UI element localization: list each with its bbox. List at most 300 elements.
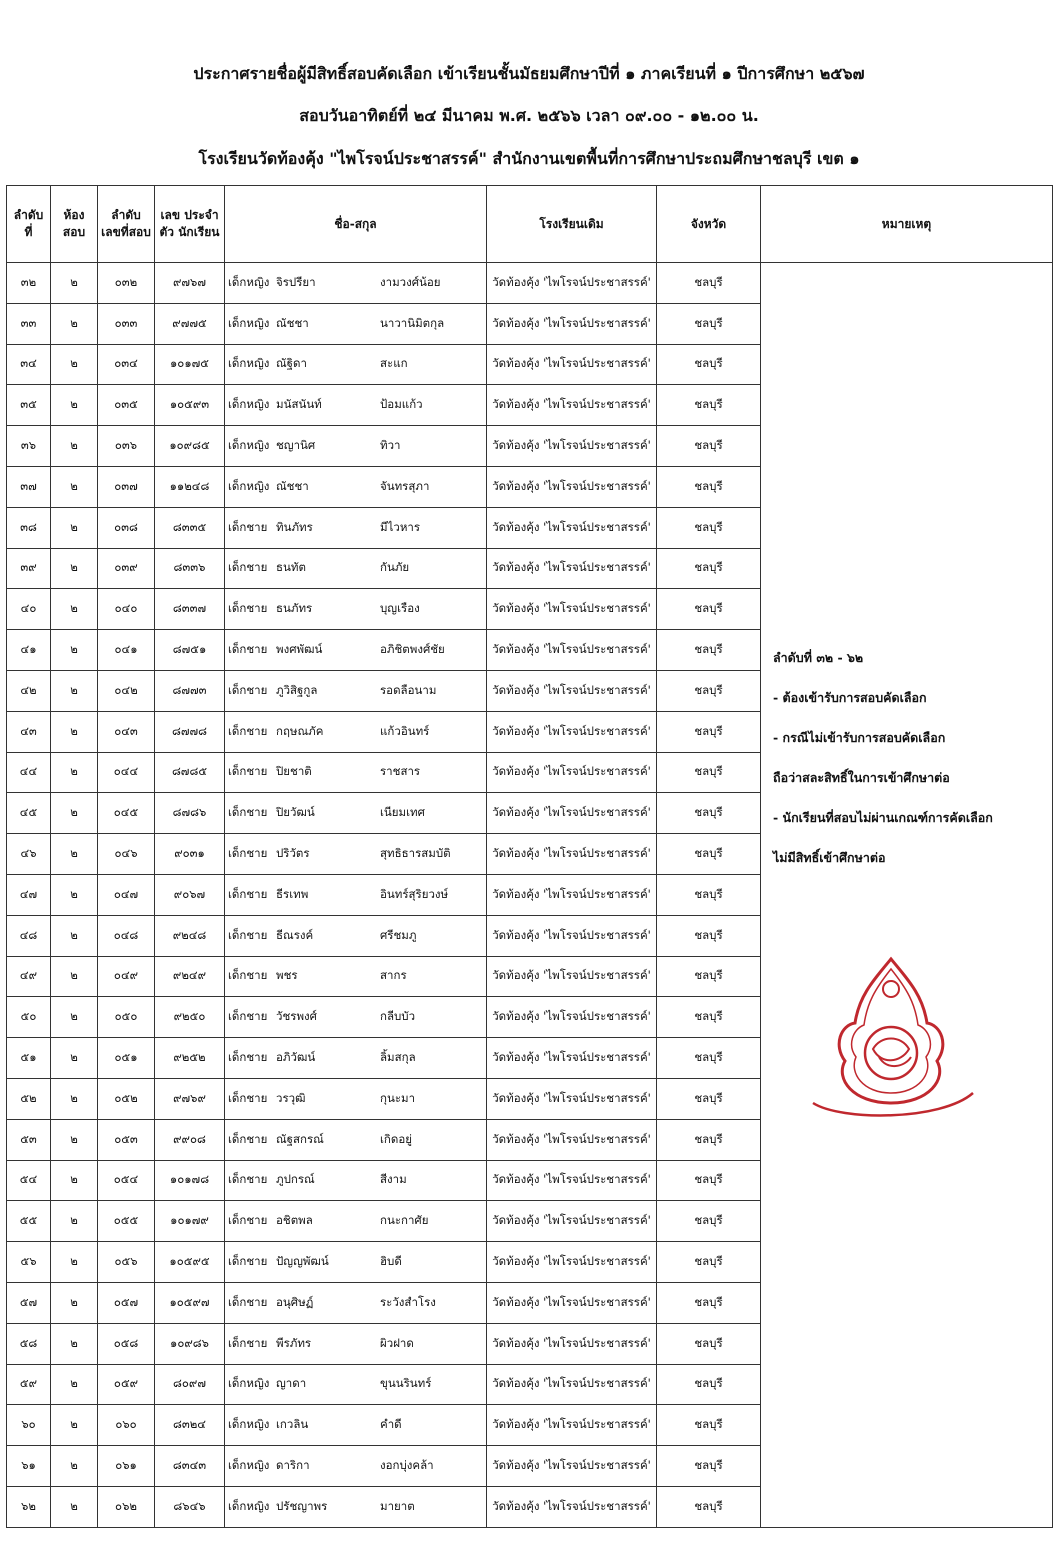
- name-last: งอกบุ่งคล้า: [380, 1458, 434, 1472]
- cell-room: ๒: [51, 1242, 98, 1283]
- name-last: สากร: [380, 968, 407, 983]
- cell-room: ๒: [51, 466, 98, 507]
- cell-no: ๕๐: [7, 997, 51, 1038]
- cell-no: ๖๐: [7, 1405, 51, 1446]
- cell-student-id: ๑๐๕๙๓: [155, 385, 225, 426]
- name-first: ภูปกรณ์: [276, 1172, 315, 1187]
- cell-province: ชลบุรี: [657, 1242, 761, 1283]
- cell-province: ชลบุรี: [657, 1201, 761, 1242]
- cell-student-id: ๘๓๓๖: [155, 548, 225, 589]
- cell-province: ชลบุรี: [657, 956, 761, 997]
- cell-school: วัดท้องคุ้ง 'ไพโรจน์ประชาสรรค์': [487, 915, 657, 956]
- cell-no: ๓๙: [7, 548, 51, 589]
- col-header-province: จังหวัด: [657, 186, 761, 263]
- name-first: อชิตพล: [276, 1213, 313, 1228]
- cell-province: ชลบุรี: [657, 1364, 761, 1405]
- name-last: ขุนนรินทร์: [380, 1376, 432, 1391]
- cell-student-id: ๑๐๑๗๕: [155, 344, 225, 385]
- name-first: ปริวัตร: [276, 846, 310, 861]
- cell-province: ชลบุรี: [657, 1078, 761, 1119]
- name-last: กลีบบัว: [380, 1009, 416, 1024]
- cell-room: ๒: [51, 507, 98, 548]
- cell-school: วัดท้องคุ้ง 'ไพโรจน์ประชาสรรค์': [487, 670, 657, 711]
- name-last: บุญเรือง: [380, 601, 420, 616]
- cell-student-id: ๙๗๖๗: [155, 263, 225, 304]
- cell-exam-no: ๐๓๔: [98, 344, 155, 385]
- name-first: ธีรเทพ: [276, 886, 309, 901]
- cell-name: [225, 956, 487, 997]
- roster-table: [6, 185, 1053, 1528]
- name-last: ป้อมแก้ว: [380, 397, 423, 412]
- cell-student-id: ๘๗๕๑: [155, 630, 225, 671]
- roster-body: [7, 263, 1053, 1528]
- remark-line: ไม่มีสิทธิ์เข้าศึกษาต่อ: [773, 850, 886, 865]
- cell-school: วัดท้องคุ้ง 'ไพโรจน์ประชาสรรค์': [487, 711, 657, 752]
- cell-room: ๒: [51, 1323, 98, 1364]
- col-header-no: ลำดับที่: [7, 186, 51, 263]
- cell-province: ชลบุรี: [657, 548, 761, 589]
- cell-province: ชลบุรี: [657, 834, 761, 875]
- name-first: ปรัชญาพร: [276, 1498, 328, 1513]
- cell-province: ชลบุรี: [657, 263, 761, 304]
- cell-province: ชลบุรี: [657, 1323, 761, 1364]
- cell-province: ชลบุรี: [657, 426, 761, 467]
- cell-room: ๒: [51, 1446, 98, 1487]
- cell-province: ชลบุรี: [657, 1160, 761, 1201]
- cell-no: ๓๗: [7, 466, 51, 507]
- cell-name: [225, 915, 487, 956]
- name-prefix: เด็กชาย: [228, 1090, 268, 1105]
- cell-exam-no: ๐๕๙: [98, 1364, 155, 1405]
- cell-no: ๔๑: [7, 630, 51, 671]
- remark-line: ถือว่าสละสิทธิ์ในการเข้าศึกษาต่อ: [773, 770, 950, 785]
- name-first: ณัชชา: [276, 315, 309, 330]
- cell-name: [225, 997, 487, 1038]
- cell-province: ชลบุรี: [657, 874, 761, 915]
- cell-exam-no: ๐๕๕: [98, 1201, 155, 1242]
- cell-exam-no: ๐๔๘: [98, 915, 155, 956]
- cell-room: ๒: [51, 1038, 98, 1079]
- name-prefix: เด็กชาย: [228, 682, 268, 697]
- cell-name: [225, 752, 487, 793]
- cell-exam-no: ๐๓๖: [98, 426, 155, 467]
- cell-name: [225, 1446, 487, 1487]
- name-last: ศรีชมภู: [380, 927, 417, 942]
- cell-school: วัดท้องคุ้ง 'ไพโรจน์ประชาสรรค์': [487, 834, 657, 875]
- remark-range: ลำดับที่ ๓๒ - ๖๒: [773, 650, 864, 665]
- cell-name: [225, 1364, 487, 1405]
- name-first: ธนทัต: [276, 560, 306, 575]
- cell-school: วัดท้องคุ้ง 'ไพโรจน์ประชาสรรค์': [487, 344, 657, 385]
- cell-exam-no: ๐๔๒: [98, 670, 155, 711]
- name-prefix: เด็กหญิง: [228, 274, 270, 289]
- cell-room: ๒: [51, 670, 98, 711]
- cell-room: ๒: [51, 1486, 98, 1527]
- cell-province: ชลบุรี: [657, 344, 761, 385]
- cell-room: ๒: [51, 548, 98, 589]
- school-line: โรงเรียนวัดท้องคุ้ง "ไพโรจน์ประชาสรรค์" สำนักงานเขตพื้นที่การศึกษาประถมศึกษาชลบุรี เขต ๑: [198, 149, 860, 168]
- cell-school: วัดท้องคุ้ง 'ไพโรจน์ประชาสรรค์': [487, 1160, 657, 1201]
- name-last: สุทธิธารสมบัติ: [380, 846, 451, 861]
- cell-exam-no: ๐๔๔: [98, 752, 155, 793]
- cell-province: ชลบุรี: [657, 793, 761, 834]
- cell-exam-no: ๐๔๗: [98, 874, 155, 915]
- col-header-school: โรงเรียนเดิม: [487, 186, 657, 263]
- cell-name: [225, 834, 487, 875]
- cell-exam-no: ๐๓๕: [98, 385, 155, 426]
- name-last: เกิดอยู่: [380, 1131, 413, 1146]
- cell-school: วัดท้องคุ้ง 'ไพโรจน์ประชาสรรค์': [487, 507, 657, 548]
- cell-school: วัดท้องคุ้ง 'ไพโรจน์ประชาสรรค์': [487, 630, 657, 671]
- cell-province: ชลบุรี: [657, 1486, 761, 1527]
- cell-name: [225, 1201, 487, 1242]
- cell-school: วัดท้องคุ้ง 'ไพโรจน์ประชาสรรค์': [487, 466, 657, 507]
- cell-student-id: ๘๓๓๕: [155, 507, 225, 548]
- cell-name: [225, 548, 487, 589]
- name-last: ทิวา: [380, 438, 401, 453]
- announcement-title: ประกาศรายชื่อผู้มีสิทธิ์สอบคัดเลือก เข้าเรียนชั้นมัธยมศึกษาปีที่ ๑ ภาคเรียนที่ ๑ ปีการศึกษา ๒๕๖๗: [193, 64, 865, 83]
- cell-room: ๒: [51, 1282, 98, 1323]
- cell-name: [225, 1282, 487, 1323]
- name-last: อินทร์สุริยวงษ์: [380, 886, 449, 901]
- cell-room: ๒: [51, 385, 98, 426]
- name-last: เนียมเทศ: [380, 805, 425, 820]
- cell-name: [225, 589, 487, 630]
- cell-student-id: ๘๐๙๗: [155, 1364, 225, 1405]
- cell-name: [225, 385, 487, 426]
- name-prefix: เด็กหญิง: [228, 1376, 270, 1391]
- remark-notes: [773, 638, 993, 878]
- cell-no: ๕๑: [7, 1038, 51, 1079]
- name-last: รอดลือนาม: [380, 682, 437, 697]
- name-prefix: เด็กชาย: [228, 764, 268, 779]
- name-prefix: เด็กชาย: [228, 1254, 268, 1269]
- name-first: วรวุฒิ: [276, 1090, 306, 1105]
- cell-no: ๔๕: [7, 793, 51, 834]
- cell-room: ๒: [51, 1078, 98, 1119]
- name-first: ณัฐิดา: [276, 356, 307, 371]
- cell-no: ๓๓: [7, 303, 51, 344]
- cell-exam-no: ๐๖๒: [98, 1486, 155, 1527]
- cell-school: วัดท้องคุ้ง 'ไพโรจน์ประชาสรรค์': [487, 1242, 657, 1283]
- name-first: ปิยชาติ: [276, 764, 312, 779]
- name-prefix: เด็กหญิง: [228, 438, 270, 453]
- remark-line: - นักเรียนที่สอบไม่ผ่านเกณฑ์การคัดเลือก: [773, 810, 993, 825]
- cell-name: [225, 711, 487, 752]
- name-last: ระวังสำโรง: [380, 1294, 436, 1309]
- name-prefix: เด็กชาย: [228, 1213, 268, 1228]
- col-header-room: ห้องสอบ: [51, 186, 98, 263]
- remark-line: - กรณีไม่เข้ารับการสอบคัดเลือก: [773, 730, 946, 745]
- cell-school: วัดท้องคุ้ง 'ไพโรจน์ประชาสรรค์': [487, 997, 657, 1038]
- cell-name: [225, 793, 487, 834]
- cell-remark: [761, 263, 1053, 1528]
- name-prefix: เด็กชาย: [228, 1335, 268, 1350]
- cell-student-id: ๑๐๑๗๘: [155, 1160, 225, 1201]
- cell-no: ๕๙: [7, 1364, 51, 1405]
- cell-exam-no: ๐๓๓: [98, 303, 155, 344]
- name-first: ปิยวัฒน์: [276, 805, 315, 820]
- name-prefix: เด็กหญิง: [228, 1458, 270, 1472]
- cell-no: ๔๖: [7, 834, 51, 875]
- name-prefix: เด็กหญิง: [228, 478, 270, 493]
- name-prefix: เด็กชาย: [228, 805, 268, 820]
- name-last: ลิ้มสกุล: [380, 1050, 416, 1065]
- cell-student-id: ๙๐๖๗: [155, 874, 225, 915]
- name-prefix: เด็กหญิง: [228, 1417, 270, 1432]
- cell-name: [225, 874, 487, 915]
- cell-exam-no: ๐๕๐: [98, 997, 155, 1038]
- cell-school: วัดท้องคุ้ง 'ไพโรจน์ประชาสรรค์': [487, 1282, 657, 1323]
- cell-student-id: ๑๑๒๔๘: [155, 466, 225, 507]
- cell-exam-no: ๐๔๐: [98, 589, 155, 630]
- name-first: ธีณรงค์: [276, 927, 314, 942]
- name-prefix: เด็กชาย: [228, 968, 268, 983]
- cell-province: ชลบุรี: [657, 507, 761, 548]
- name-first: อภิวัฒน์: [276, 1050, 316, 1065]
- cell-no: ๖๑: [7, 1446, 51, 1487]
- name-first: พงศพัฒน์: [276, 642, 323, 657]
- cell-school: วัดท้องคุ้ง 'ไพโรจน์ประชาสรรค์': [487, 1078, 657, 1119]
- cell-exam-no: ๐๕๒: [98, 1078, 155, 1119]
- cell-student-id: ๑๐๕๙๕: [155, 1242, 225, 1283]
- cell-name: [225, 1323, 487, 1364]
- cell-school: วัดท้องคุ้ง 'ไพโรจน์ประชาสรรค์': [487, 589, 657, 630]
- cell-exam-no: ๐๔๓: [98, 711, 155, 752]
- cell-exam-no: ๐๓๘: [98, 507, 155, 548]
- name-first: อนุศิษฏ์: [276, 1294, 314, 1309]
- name-last: จันทรสุภา: [380, 478, 430, 493]
- cell-school: วัดท้องคุ้ง 'ไพโรจน์ประชาสรรค์': [487, 1486, 657, 1527]
- name-last: มีไวหาร: [380, 519, 421, 534]
- cell-student-id: ๑๐๑๗๙: [155, 1201, 225, 1242]
- cell-school: วัดท้องคุ้ง 'ไพโรจน์ประชาสรรค์': [487, 263, 657, 304]
- cell-no: ๓๘: [7, 507, 51, 548]
- cell-room: ๒: [51, 344, 98, 385]
- cell-name: [225, 1405, 487, 1446]
- cell-school: วัดท้องคุ้ง 'ไพโรจน์ประชาสรรค์': [487, 426, 657, 467]
- cell-school: วัดท้องคุ้ง 'ไพโรจน์ประชาสรรค์': [487, 1119, 657, 1160]
- name-prefix: เด็กชาย: [228, 642, 268, 657]
- cell-no: ๔๔: [7, 752, 51, 793]
- cell-no: ๕๒: [7, 1078, 51, 1119]
- cell-no: ๔๙: [7, 956, 51, 997]
- cell-room: ๒: [51, 834, 98, 875]
- name-last: ฮิบดี: [380, 1254, 402, 1269]
- cell-exam-no: ๐๕๓: [98, 1119, 155, 1160]
- cell-no: ๕๔: [7, 1160, 51, 1201]
- name-prefix: เด็กชาย: [228, 886, 268, 901]
- name-prefix: เด็กชาย: [228, 519, 268, 534]
- cell-province: ชลบุรี: [657, 997, 761, 1038]
- cell-room: ๒: [51, 630, 98, 671]
- cell-name: [225, 426, 487, 467]
- cell-student-id: ๙๐๓๑: [155, 834, 225, 875]
- name-prefix: เด็กชาย: [228, 1009, 268, 1024]
- name-first: พชร: [276, 968, 298, 983]
- name-prefix: เด็กหญิง: [228, 315, 270, 330]
- col-header-name: ชื่อ-สกุล: [225, 186, 487, 263]
- name-prefix: เด็กชาย: [228, 601, 268, 616]
- cell-room: ๒: [51, 1405, 98, 1446]
- name-last: อภิชิตพงศ์ชัย: [380, 642, 445, 657]
- cell-province: ชลบุรี: [657, 630, 761, 671]
- cell-province: ชลบุรี: [657, 1119, 761, 1160]
- cell-school: วัดท้องคุ้ง 'ไพโรจน์ประชาสรรค์': [487, 1364, 657, 1405]
- name-first: ปัญญพัฒน์: [276, 1254, 329, 1269]
- cell-school: วัดท้องคุ้ง 'ไพโรจน์ประชาสรรค์': [487, 793, 657, 834]
- table-row: [7, 263, 1053, 304]
- cell-no: ๔๒: [7, 670, 51, 711]
- name-prefix: เด็กหญิง: [228, 397, 270, 412]
- cell-no: ๕๓: [7, 1119, 51, 1160]
- cell-province: ชลบุรี: [657, 466, 761, 507]
- cell-student-id: ๙๗๗๕: [155, 303, 225, 344]
- cell-exam-no: ๐๕๗: [98, 1282, 155, 1323]
- cell-province: ชลบุรี: [657, 589, 761, 630]
- name-first: ธนภัทร: [276, 601, 313, 616]
- name-last: สะแก: [380, 356, 408, 371]
- name-first: มนัสนันท์: [276, 397, 322, 412]
- cell-student-id: ๙๒๔๘: [155, 915, 225, 956]
- cell-school: วัดท้องคุ้ง 'ไพโรจน์ประชาสรรค์': [487, 548, 657, 589]
- cell-school: วัดท้องคุ้ง 'ไพโรจน์ประชาสรรค์': [487, 874, 657, 915]
- cell-student-id: ๘๗๗๓: [155, 670, 225, 711]
- cell-province: ชลบุรี: [657, 303, 761, 344]
- cell-room: ๒: [51, 263, 98, 304]
- cell-student-id: ๙๒๕๐: [155, 997, 225, 1038]
- cell-student-id: ๙๒๕๒: [155, 1038, 225, 1079]
- cell-school: วัดท้องคุ้ง 'ไพโรจน์ประชาสรรค์': [487, 303, 657, 344]
- cell-exam-no: ๐๖๐: [98, 1405, 155, 1446]
- name-first: ภูวิสิฐกูล: [276, 682, 318, 697]
- cell-school: วัดท้องคุ้ง 'ไพโรจน์ประชาสรรค์': [487, 1038, 657, 1079]
- name-first: ญาดา: [276, 1376, 307, 1391]
- cell-province: ชลบุรี: [657, 1446, 761, 1487]
- name-last: ผิวฝาด: [380, 1335, 414, 1350]
- cell-school: วัดท้องคุ้ง 'ไพโรจน์ประชาสรรค์': [487, 752, 657, 793]
- cell-no: ๕๘: [7, 1323, 51, 1364]
- exam-date-line: สอบวันอาทิตย์ที่ ๒๔ มีนาคม พ.ศ. ๒๕๖๖ เวลา ๐๙.๐๐ - ๑๒.๐๐ น.: [299, 106, 759, 125]
- cell-exam-no: ๐๓๙: [98, 548, 155, 589]
- name-prefix: เด็กชาย: [228, 1294, 268, 1309]
- name-prefix: เด็กหญิง: [228, 1498, 270, 1513]
- name-first: กฤษณภัค: [276, 723, 324, 738]
- cell-no: ๔๘: [7, 915, 51, 956]
- cell-school: วัดท้องคุ้ง 'ไพโรจน์ประชาสรรค์': [487, 956, 657, 997]
- cell-no: ๕๖: [7, 1242, 51, 1283]
- cell-name: [225, 630, 487, 671]
- name-first: ณัชชา: [276, 478, 309, 493]
- name-prefix: เด็กชาย: [228, 1050, 268, 1065]
- name-last: ราชสาร: [380, 764, 421, 779]
- name-last: กันภัย: [380, 560, 410, 575]
- cell-no: ๔๓: [7, 711, 51, 752]
- cell-name: [225, 466, 487, 507]
- cell-no: ๓๕: [7, 385, 51, 426]
- col-header-student-id: เลข ประจำตัว นักเรียน: [155, 186, 225, 263]
- table-header-row: [7, 186, 1053, 263]
- name-first: เกวลิน: [276, 1417, 309, 1432]
- cell-student-id: ๙๙๐๘: [155, 1119, 225, 1160]
- cell-school: วัดท้องคุ้ง 'ไพโรจน์ประชาสรรค์': [487, 1323, 657, 1364]
- name-prefix: เด็กชาย: [228, 1131, 268, 1146]
- cell-exam-no: ๐๕๔: [98, 1160, 155, 1201]
- cell-exam-no: ๐๓๗: [98, 466, 155, 507]
- cell-room: ๒: [51, 589, 98, 630]
- name-last: แก้วอินทร์: [380, 723, 430, 738]
- cell-name: [225, 1119, 487, 1160]
- cell-student-id: ๑๐๕๙๗: [155, 1282, 225, 1323]
- name-first: ทินภัทร: [276, 519, 313, 534]
- cell-room: ๒: [51, 997, 98, 1038]
- cell-school: วัดท้องคุ้ง 'ไพโรจน์ประชาสรรค์': [487, 1201, 657, 1242]
- cell-room: ๒: [51, 1119, 98, 1160]
- cell-name: [225, 507, 487, 548]
- cell-student-id: ๘๓๔๓: [155, 1446, 225, 1487]
- cell-name: [225, 1486, 487, 1527]
- cell-no: ๓๖: [7, 426, 51, 467]
- cell-room: ๒: [51, 426, 98, 467]
- remark-line: - ต้องเข้ารับการสอบคัดเลือก: [773, 690, 927, 705]
- name-last: คำดี: [380, 1417, 402, 1432]
- cell-room: ๒: [51, 956, 98, 997]
- cell-room: ๒: [51, 915, 98, 956]
- cell-student-id: ๘๓๒๔: [155, 1405, 225, 1446]
- cell-province: ชลบุรี: [657, 915, 761, 956]
- cell-no: ๖๒: [7, 1486, 51, 1527]
- cell-student-id: ๘๗๘๕: [155, 752, 225, 793]
- name-last: มายาต: [380, 1498, 415, 1513]
- name-first: จิรปรียา: [276, 274, 316, 289]
- name-prefix: เด็กชาย: [228, 927, 268, 942]
- cell-exam-no: ๐๓๒: [98, 263, 155, 304]
- name-prefix: เด็กหญิง: [228, 356, 270, 371]
- cell-name: [225, 303, 487, 344]
- cell-student-id: ๘๗๗๘: [155, 711, 225, 752]
- name-first: ณัฐสกรณ์: [276, 1131, 324, 1146]
- cell-exam-no: ๐๕๑: [98, 1038, 155, 1079]
- cell-name: [225, 1038, 487, 1079]
- cell-exam-no: ๐๔๖: [98, 834, 155, 875]
- cell-student-id: ๑๐๙๘๕: [155, 426, 225, 467]
- name-last: กนะกาศัย: [380, 1213, 429, 1228]
- cell-province: ชลบุรี: [657, 1282, 761, 1323]
- cell-name: [225, 1078, 487, 1119]
- name-first: ชญานิศ: [276, 438, 316, 453]
- name-first: วัชรพงศ์: [276, 1009, 317, 1024]
- col-header-exam-no: ลำดับ เลขที่สอบ: [98, 186, 155, 263]
- cell-student-id: ๑๐๙๘๖: [155, 1323, 225, 1364]
- name-last: งามวงศ์น้อย: [380, 274, 441, 289]
- name-first: พีรภัทร: [276, 1335, 312, 1350]
- cell-room: ๒: [51, 793, 98, 834]
- cell-room: ๒: [51, 752, 98, 793]
- cell-student-id: ๘๖๔๖: [155, 1486, 225, 1527]
- cell-name: [225, 263, 487, 304]
- cell-exam-no: ๐๔๑: [98, 630, 155, 671]
- cell-student-id: ๘๗๘๖: [155, 793, 225, 834]
- cell-name: [225, 1242, 487, 1283]
- cell-student-id: ๘๓๓๗: [155, 589, 225, 630]
- cell-no: ๔๐: [7, 589, 51, 630]
- cell-room: ๒: [51, 874, 98, 915]
- name-prefix: เด็กชาย: [228, 723, 268, 738]
- cell-room: ๒: [51, 1364, 98, 1405]
- cell-no: ๓๒: [7, 263, 51, 304]
- name-last: กุนะมา: [380, 1090, 416, 1105]
- cell-name: [225, 344, 487, 385]
